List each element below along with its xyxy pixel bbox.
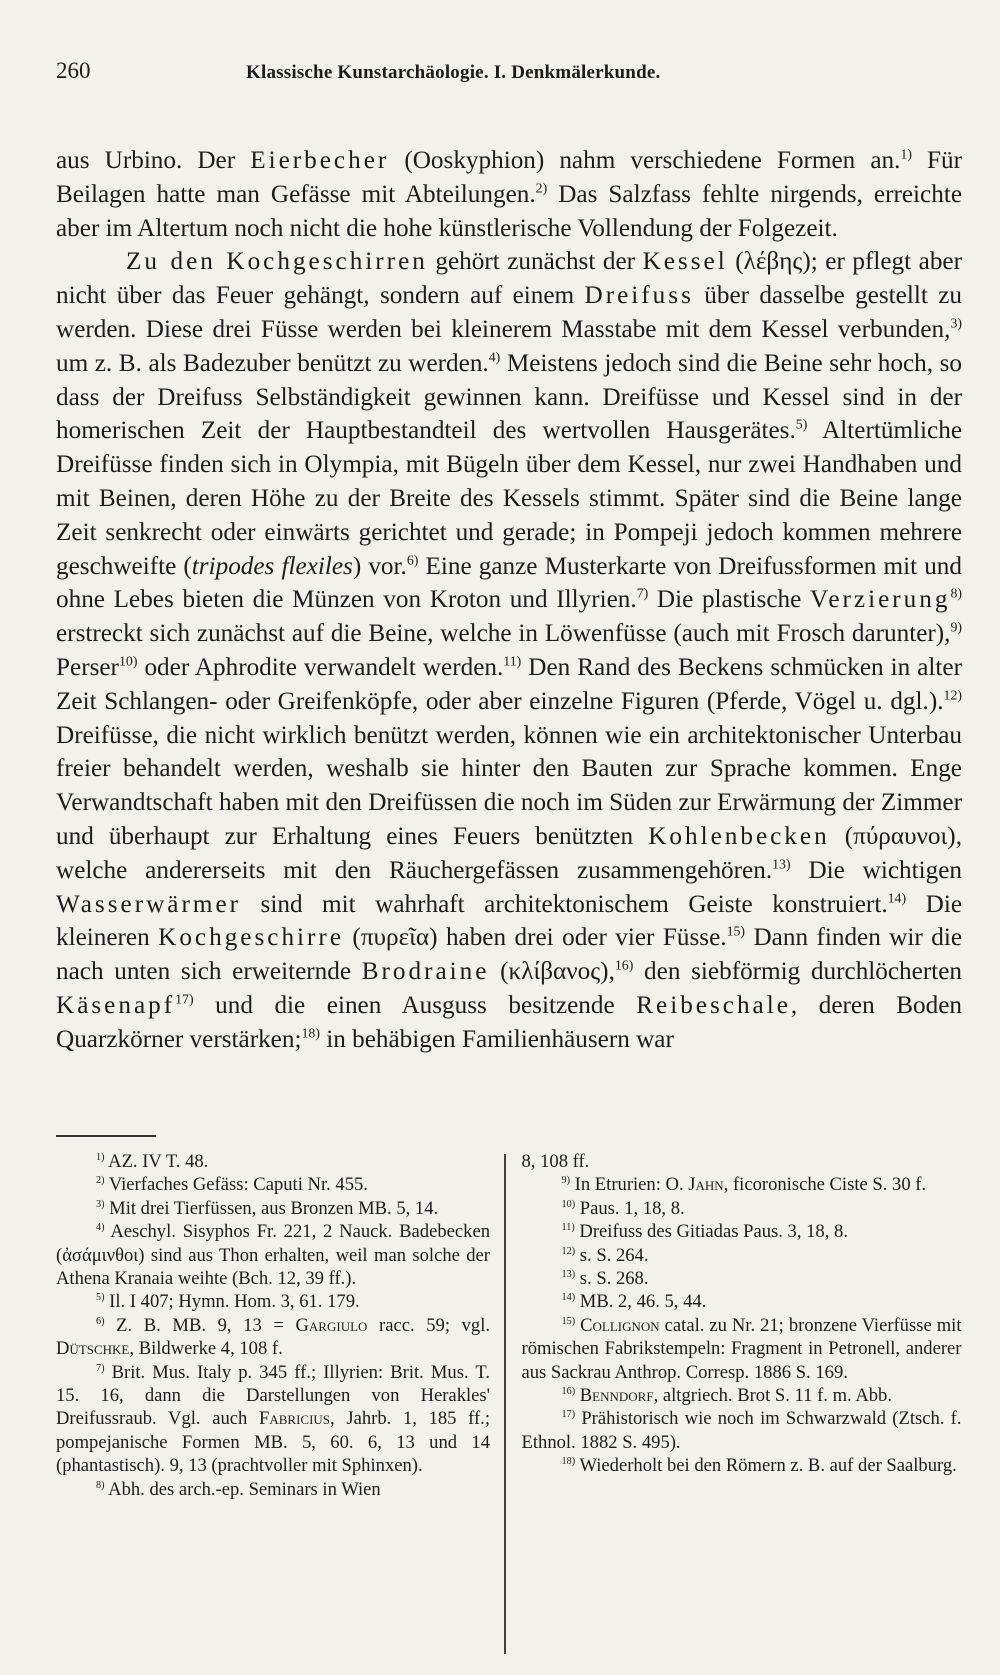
footnote-12 xyxy=(522,1244,962,1267)
text-run: (κλίβανος), xyxy=(489,958,615,986)
text-run: den siebförmig durchlöcherten xyxy=(633,958,962,986)
text-run: um z. B. als Badezuber benützt zu werden. xyxy=(56,349,489,377)
spaced-term: Verzierung xyxy=(809,586,951,614)
footnote-number: 1) xyxy=(96,1151,105,1163)
spaced-term: Kohlenbecken xyxy=(648,822,830,850)
footnote-ref: 2) xyxy=(535,180,548,196)
text-run: Die wichtigen xyxy=(790,856,963,884)
text-run: und die einen Ausguss besitzende xyxy=(193,991,637,1019)
author-name: Fabricius xyxy=(259,1408,331,1430)
footnote-text: Aeschyl. Sisyphos Fr. 221, 2 Nauck. Badebecken (ἀσάμινθοι) sind aus Thon erhalten, weil man solche der Athena Kranaia weihte (Bch. 12, 39 ff.). xyxy=(56,1221,490,1290)
running-title: Klassische Kunstarchäologie. I. Denkmälerkunde. xyxy=(246,62,661,83)
italic-term: tripodes flexiles xyxy=(191,552,353,580)
footnote-7 xyxy=(56,1361,490,1478)
footnote-text: Mit drei Tierfüssen, aus Bronzen MB. 5, 14. xyxy=(109,1197,439,1219)
footnote-text: catal. zu Nr. 21; bronzene Vierfüsse mit römischen Fabrikstempeln: Fragment in Petronell, anderer aus Sackrau Anthrop. Corresp. 1886 S. 169. xyxy=(521,1314,962,1383)
footnote-ref: 17) xyxy=(175,991,194,1007)
footnotes-left-column xyxy=(56,1150,504,1654)
author-name: Gargiulo xyxy=(295,1314,368,1336)
text-run: , deren Boden Quarzkörner verstärken; xyxy=(56,991,962,1053)
footnote-ref: 15) xyxy=(726,923,746,939)
text-run: Perser xyxy=(56,653,119,681)
footnote-text: Prähistorisch wie noch im Schwarzwald (Ztsch. f. Ethnol. 1882 S. 495). xyxy=(521,1408,962,1453)
running-header xyxy=(56,58,962,98)
footnote-ref: 6) xyxy=(406,552,419,568)
footnote-number: 18) xyxy=(561,1456,576,1468)
footnote-text: In Etrurien: O. xyxy=(574,1174,689,1196)
footnote-text: s. S. 268. xyxy=(579,1268,649,1290)
spaced-term: Brodraine xyxy=(361,958,490,986)
spaced-term: Dreifuss xyxy=(584,282,694,310)
footnote-ref: 13) xyxy=(772,856,791,872)
footnote-text: MB. 2, 46. 5, 44. xyxy=(579,1291,707,1313)
footnote-number: 11) xyxy=(561,1222,575,1234)
footnote-text: AZ. IV T. 48. xyxy=(108,1151,209,1172)
footnote-text: , Bildwerke 4, 108 f. xyxy=(129,1338,283,1360)
text-run: Den Rand des Beckens schmücken in alter Zeit Schlangen- oder Greifenköpfe, oder aber einzelne Figuren (Pferde, Vögel u. dgl.). xyxy=(56,653,962,715)
footnote-number: 3) xyxy=(96,1198,105,1210)
footnote-text: Z. B. MB. 9, 13 = xyxy=(116,1314,296,1336)
footnote-number: 8) xyxy=(96,1479,105,1491)
text-run: Eine ganze Musterkarte von Dreifussformen mit und ohne Lebes bieten die Münzen von Kroton und Illyrien. xyxy=(56,552,962,614)
footnote-9 xyxy=(522,1173,962,1196)
spaced-term: Wasserwärmer xyxy=(56,890,242,918)
footnote-ref: 16) xyxy=(614,957,634,973)
text-run: Das Salzfass fehlte nirgends, erreichte aber im Altertum noch nicht die hohe künstlerische Vollendung der Folgezeit. xyxy=(56,180,962,242)
author-name: Dütschke xyxy=(56,1338,130,1360)
footnote-text: Brit. Mus. Italy p. 345 ff.; Illyrien: Brit. Mus. T. 15. 16, dann die Darstellungen von Herakles' Dreifussraub. Vgl. auch xyxy=(56,1361,490,1430)
footnote-ref: 4) xyxy=(488,349,501,365)
footnote-text: , Jahrb. 1, 185 ff.; pompejanische Formen MB. 5, 60. 6, 13 und 14 (phantastisch). 9, 13 (prachtvoller mit Sphinxen). xyxy=(56,1408,490,1477)
paragraph-1 xyxy=(56,144,962,245)
footnote-ref: 7) xyxy=(636,585,649,601)
spaced-term: Kochgeschirre xyxy=(158,924,344,952)
text-run: Die kleineren xyxy=(56,890,962,952)
footnote-number: 4) xyxy=(96,1222,105,1234)
footnote-10 xyxy=(522,1197,962,1220)
footnote-number: 12) xyxy=(561,1245,576,1257)
footnote-number: 14) xyxy=(561,1292,576,1304)
text-run: oder Aphrodite verwandelt werden. xyxy=(137,653,504,681)
spaced-term: Käsenapf xyxy=(56,991,176,1019)
footnote-3 xyxy=(56,1197,490,1220)
footnote-number: 6) xyxy=(96,1315,105,1327)
footnote-ref: 12) xyxy=(943,687,962,703)
footnote-6 xyxy=(56,1314,490,1361)
footnote-ref: 1) xyxy=(900,146,912,162)
author-name: Benndorf xyxy=(579,1385,654,1407)
text-run: erstreckt sich zunächst auf die Beine, welche in Löwenfüsse (auch mit Frosch darunter), xyxy=(56,620,951,648)
footnote-number: 5) xyxy=(96,1292,105,1304)
text-run: aus Urbino. Der xyxy=(56,147,251,174)
text-run: gehört zunächst der xyxy=(427,248,643,276)
text-run: (Ooskyphion) nahm verschiedene Formen an. xyxy=(389,147,901,174)
footnote-17 xyxy=(522,1407,962,1454)
footnote-number: 15) xyxy=(561,1315,576,1327)
footnote-5 xyxy=(56,1290,490,1313)
footnote-number: 7) xyxy=(96,1362,105,1374)
footnote-4 xyxy=(56,1220,490,1290)
text-run: (πύραυνοι), welche andererseits mit den Räuchergefässen zusammengehören. xyxy=(56,822,962,884)
footnote-ref: 3) xyxy=(950,315,962,331)
text-run: Altertümliche Dreifüsse finden sich in Olympia, mit Bügeln über dem Kessel, nur zwei Handhaben und mit Beinen, deren Höhe zu der Breite des Kessels stimmt. Später sind die Beine lange Zeit senkrecht oder einwärts gerichtet und gerade; in Pompeji jedoch kommen mehrere geschweifte ( xyxy=(56,417,962,580)
footnote-number: 13) xyxy=(561,1268,576,1280)
text-run: (λέβης); er pflegt aber nicht über das Feuer gehängt, sondern auf einem xyxy=(56,248,962,310)
spaced-term: Kessel xyxy=(642,248,728,276)
body-text xyxy=(56,144,962,1057)
spaced-term: Reibeschale xyxy=(636,991,791,1019)
footnote-number: 9) xyxy=(561,1175,571,1187)
footnote-8 xyxy=(56,1478,490,1501)
footnote-text: Wiederholt bei den Römern z. B. auf der Saalburg. xyxy=(579,1455,957,1477)
footnote-text: Vierfaches Gefäss: Caputi Nr. 455. xyxy=(108,1174,368,1196)
spaced-term: Zu den Kochgeschirren xyxy=(126,248,428,276)
text-run: in behäbigen Familienhäusern war xyxy=(319,1025,674,1053)
footnote-18 xyxy=(522,1454,962,1477)
footnote-text: racc. 59; vgl. xyxy=(367,1314,491,1336)
footnote-2 xyxy=(56,1173,490,1196)
footnote-number: 17) xyxy=(561,1409,576,1421)
footnote-ref: 9) xyxy=(950,619,962,635)
text-run: sind mit wahrhaft architektonischem Geiste konstruiert. xyxy=(241,890,888,918)
footnote-text: Il. I 407; Hymn. Hom. 3, 61. 179. xyxy=(109,1291,360,1313)
footnote-number: 16) xyxy=(561,1385,576,1397)
text-run: (πυρεῖα) haben drei oder vier Füsse. xyxy=(344,924,727,952)
footnotes xyxy=(56,1150,962,1654)
footnote-ref: 10) xyxy=(118,653,138,669)
footnote-11 xyxy=(522,1220,962,1243)
footnote-text: , altgriech. Brot S. 11 f. m. Abb. xyxy=(653,1385,893,1407)
footnote-16 xyxy=(522,1384,962,1407)
footnote-number: 2) xyxy=(96,1175,105,1187)
footnote-ref: 14) xyxy=(887,890,907,906)
footnote-ref: 5) xyxy=(795,416,808,432)
footnote-text: s. S. 264. xyxy=(579,1244,649,1266)
footnote-ref: 8) xyxy=(950,585,962,601)
footnote-14 xyxy=(522,1290,962,1313)
footnote-text: , ficoronische Ciste S. 30 f. xyxy=(723,1174,927,1196)
footnote-ref: 18) xyxy=(301,1025,320,1041)
author-name: Collignon xyxy=(580,1314,660,1336)
footnote-1 xyxy=(56,1150,490,1173)
footnote-15 xyxy=(522,1314,962,1384)
page-number: 260 xyxy=(56,58,91,83)
text-run: Für Beilagen hatte man Gefässe mit Abteilungen. xyxy=(56,147,962,208)
text-run: Die plastische xyxy=(648,586,810,614)
author-name: Jahn xyxy=(688,1174,724,1196)
footnote-ref: 11) xyxy=(503,653,522,669)
footnote-text: Dreifuss des Gitiadas Paus. 3, 18, 8. xyxy=(579,1221,848,1243)
footnote-text: Abh. des arch.-ep. Seminars in Wien xyxy=(108,1478,381,1500)
text-run: ) vor. xyxy=(352,552,407,580)
footnote-13 xyxy=(522,1267,962,1290)
footnote-divider xyxy=(56,1135,156,1137)
text-run: Dreifüsse, die nicht wirklich benützt werden, können wie ein architektonischer Unterbau freier behandelt werden, weshalb sie hinter den Bauten zur Sprache kommen. Enge Verwandtschaft haben mit den Dreifüssen die noch im Süden zur Erwärmung der Zimmer und überhaupt zur Erhaltung eines Feuers benützten xyxy=(56,721,962,850)
text-run: Meistens jedoch sind die Beine sehr hoch, so dass der Dreifuss Selbständigkeit gewinnen kann. Dreifüsse und Kessel sind in der homerischen Zeit der Hauptbestandteil des wertvollen Hausgerätes. xyxy=(56,349,962,445)
spaced-term: Eierbecher xyxy=(250,147,390,174)
paragraph-2 xyxy=(56,245,962,1056)
text-run: über dasselbe gestellt zu werden. Diese drei Füsse werden bei kleinerem Masstabe mit dem Kessel verbunden, xyxy=(56,282,962,343)
footnotes-right-column xyxy=(506,1150,962,1654)
footnote-text: Paus. 1, 18, 8. xyxy=(579,1197,685,1219)
text-run: Dann finden wir die nach unten sich erweiternde xyxy=(56,924,963,986)
footnote-number: 10) xyxy=(561,1198,576,1210)
footnote-8-continued xyxy=(522,1150,962,1173)
footnote-text: 8, 108 ff. xyxy=(521,1151,590,1172)
